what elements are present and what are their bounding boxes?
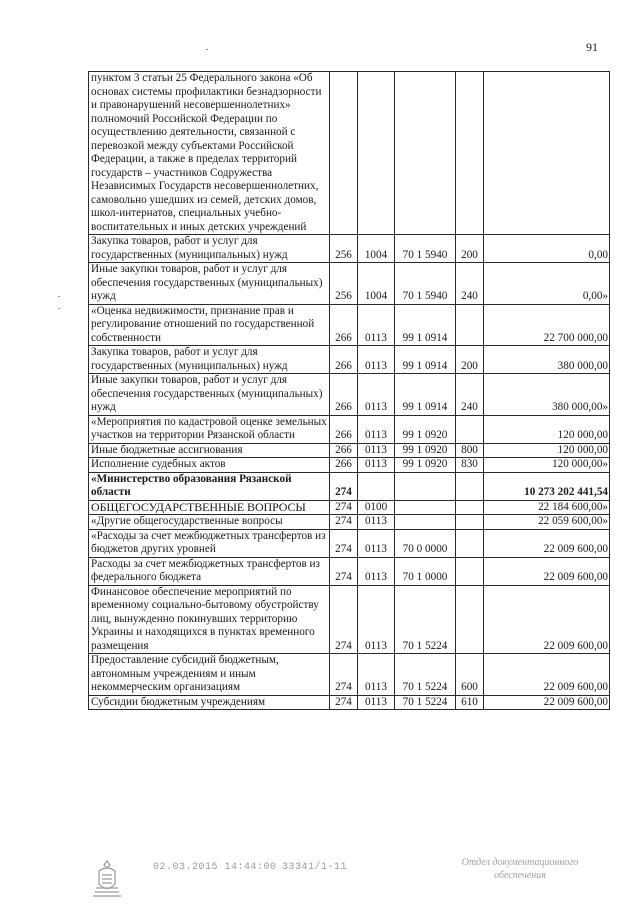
expense-type: 610 xyxy=(456,695,484,710)
footer-department-line: Отдел документационного xyxy=(461,857,579,868)
ministry-code: 274 xyxy=(330,557,358,585)
section-code: 0100 xyxy=(358,500,395,515)
table-row xyxy=(89,346,610,374)
section-code: 0113 xyxy=(358,515,395,530)
ministry-code: 266 xyxy=(330,304,358,346)
ministry-code: 274 xyxy=(330,500,358,515)
section-code: 0113 xyxy=(358,654,395,696)
section-code: 0113 xyxy=(358,415,395,443)
amount: 120 000,00» xyxy=(484,458,610,473)
table-row xyxy=(89,695,610,710)
target-code: 99 1 0914 xyxy=(395,346,456,374)
amount: 22 009 600,00 xyxy=(484,585,610,654)
section-code xyxy=(358,472,395,500)
amount: 10 273 202 441,54 xyxy=(484,472,610,500)
ministry-code: 274 xyxy=(330,515,358,530)
scan-speck xyxy=(58,296,60,297)
section-code: 0113 xyxy=(358,458,395,473)
amount: 380 000,00 xyxy=(484,346,610,374)
table-row xyxy=(89,500,610,515)
table-row xyxy=(89,585,610,654)
ministry-code: 266 xyxy=(330,374,358,416)
row-name: Иные закупки товаров, работ и услуг для обеспечения государственных (муниципальных) нужд xyxy=(89,263,330,305)
target-code: 70 1 5940 xyxy=(395,235,456,263)
row-name: «Мероприятия по кадастровой оценке земельных участков на территории Рязанской области xyxy=(89,415,330,443)
target-code: 70 0 0000 xyxy=(395,529,456,557)
expense-type xyxy=(456,472,484,500)
expense-type xyxy=(456,515,484,530)
target-code xyxy=(395,472,456,500)
footer-timestamp: 02.03.2015 14:44:00 xyxy=(153,862,277,873)
table-row xyxy=(89,515,610,530)
ministry-code: 274 xyxy=(330,529,358,557)
row-name: Исполнение судебных актов xyxy=(89,458,330,473)
expense-type: 240 xyxy=(456,263,484,305)
target-code: 70 1 5940 xyxy=(395,263,456,305)
row-name: «Расходы за счет межбюджетных трансфертов из бюджетов других уровней xyxy=(89,529,330,557)
expense-type: 240 xyxy=(456,374,484,416)
section-code: 0113 xyxy=(358,585,395,654)
coat-of-arms-icon xyxy=(90,858,124,898)
ministry-code: 266 xyxy=(330,346,358,374)
row-name: пунктом 3 статьи 25 Федерального закона «Об основах системы профилактики безнадзорности и правонарушений несовершеннолетних» полномочий Российской Федерации по осуществлению деятельности, связанной с перевозкой между субъектами Российской Федерации, а также в пределах территорий государств – участников Содружества Независимых Государств несовершеннолетних, самовольно ушедших из семей, детских домов, школ-интернатов, специальных учебно-воспитательных и иных детских учреждений xyxy=(89,72,330,235)
table-row xyxy=(89,72,610,235)
target-code: 70 1 5224 xyxy=(395,654,456,696)
ministry-code: 266 xyxy=(330,443,358,458)
target-code: 99 1 0920 xyxy=(395,458,456,473)
expense-type xyxy=(456,500,484,515)
amount: 22 184 600,00» xyxy=(484,500,610,515)
amount: 22 009 600,00 xyxy=(484,557,610,585)
ministry-code: 256 xyxy=(330,235,358,263)
amount: 120 000,00 xyxy=(484,415,610,443)
expense-type: 800 xyxy=(456,443,484,458)
amount: 22 009 600,00 xyxy=(484,695,610,710)
section-code: 1004 xyxy=(358,263,395,305)
table-row xyxy=(89,304,610,346)
table-row xyxy=(89,443,610,458)
section-code: 0113 xyxy=(358,695,395,710)
ministry-code: 256 xyxy=(330,263,358,305)
row-name: Иные бюджетные ассигнования xyxy=(89,443,330,458)
ministry-code xyxy=(330,72,358,235)
section-code: 0113 xyxy=(358,374,395,416)
target-code: 70 1 5224 xyxy=(395,585,456,654)
amount: 22 009 600,00 xyxy=(484,654,610,696)
ministry-code: 274 xyxy=(330,695,358,710)
table-row xyxy=(89,458,610,473)
footer-department-line: обеспечения xyxy=(494,870,546,881)
row-name: Закупка товаров, работ и услуг для государственных (муниципальных) нужд xyxy=(89,235,330,263)
row-name: Предоставление субсидий бюджетным, автономным учреждениям и иным некоммерческим организациям xyxy=(89,654,330,696)
expense-type xyxy=(456,415,484,443)
amount: 120 000,00 xyxy=(484,443,610,458)
expense-type: 600 xyxy=(456,654,484,696)
amount: 0,00» xyxy=(484,263,610,305)
table-row xyxy=(89,374,610,416)
row-name: Финансовое обеспечение мероприятий по временному социально-бытовому обустройству лиц, вынужденно покинувших территорию Украины и находящихся в пунктах временного размещения xyxy=(89,585,330,654)
footer-doc-code: 33341/1-11 xyxy=(282,862,348,873)
page-number: 91 xyxy=(586,40,598,54)
section-code: 0113 xyxy=(358,346,395,374)
ministry-code: 274 xyxy=(330,472,358,500)
table-row xyxy=(89,235,610,263)
target-code: 70 1 5224 xyxy=(395,695,456,710)
table-row xyxy=(89,654,610,696)
budget-table xyxy=(88,71,610,710)
expense-type xyxy=(456,72,484,235)
amount: 380 000,00» xyxy=(484,374,610,416)
row-name: «Другие общегосударственные вопросы xyxy=(89,515,330,530)
expense-type: 830 xyxy=(456,458,484,473)
target-code: 70 1 0000 xyxy=(395,557,456,585)
section-code: 0113 xyxy=(358,443,395,458)
section-code: 1004 xyxy=(358,235,395,263)
table-row xyxy=(89,415,610,443)
footer-department xyxy=(440,856,600,882)
ministry-code: 266 xyxy=(330,458,358,473)
ministry-code: 266 xyxy=(330,415,358,443)
table-row xyxy=(89,472,610,500)
row-name: «Оценка недвижимости, признание прав и регулирование отношений по государственной собственности xyxy=(89,304,330,346)
target-code: 99 1 0914 xyxy=(395,374,456,416)
ministry-code: 274 xyxy=(330,585,358,654)
row-name: Закупка товаров, работ и услуг для государственных (муниципальных) нужд xyxy=(89,346,330,374)
ministry-code: 274 xyxy=(330,654,358,696)
row-name: Иные закупки товаров, работ и услуг для обеспечения государственных (муниципальных) нужд xyxy=(89,374,330,416)
amount: 22 700 000,00 xyxy=(484,304,610,346)
table-row xyxy=(89,557,610,585)
target-code xyxy=(395,72,456,235)
section-code: 0113 xyxy=(358,557,395,585)
scan-speck xyxy=(58,308,60,309)
row-name: Субсидии бюджетным учреждениям xyxy=(89,695,330,710)
section-code: 0113 xyxy=(358,529,395,557)
expense-type xyxy=(456,529,484,557)
expense-type: 200 xyxy=(456,235,484,263)
target-code: 99 1 0920 xyxy=(395,415,456,443)
target-code xyxy=(395,515,456,530)
row-name: ОБЩЕГОСУДАРСТВЕННЫЕ ВОПРОСЫ xyxy=(89,500,330,515)
target-code xyxy=(395,500,456,515)
target-code: 99 1 0914 xyxy=(395,304,456,346)
amount: 0,00 xyxy=(484,235,610,263)
expense-type: 200 xyxy=(456,346,484,374)
row-name: «Министерство образования Рязанской области xyxy=(89,472,330,500)
expense-type xyxy=(456,585,484,654)
expense-type xyxy=(456,304,484,346)
table-row xyxy=(89,263,610,305)
target-code: 99 1 0920 xyxy=(395,443,456,458)
scan-speck xyxy=(206,49,208,50)
section-code: 0113 xyxy=(358,304,395,346)
row-name: Расходы за счет межбюджетных трансфертов из федерального бюджета xyxy=(89,557,330,585)
section-code xyxy=(358,72,395,235)
amount xyxy=(484,72,610,235)
page-footer xyxy=(0,852,640,902)
expense-type xyxy=(456,557,484,585)
amount: 22 059 600,00» xyxy=(484,515,610,530)
table-row xyxy=(89,529,610,557)
amount: 22 009 600,00 xyxy=(484,529,610,557)
